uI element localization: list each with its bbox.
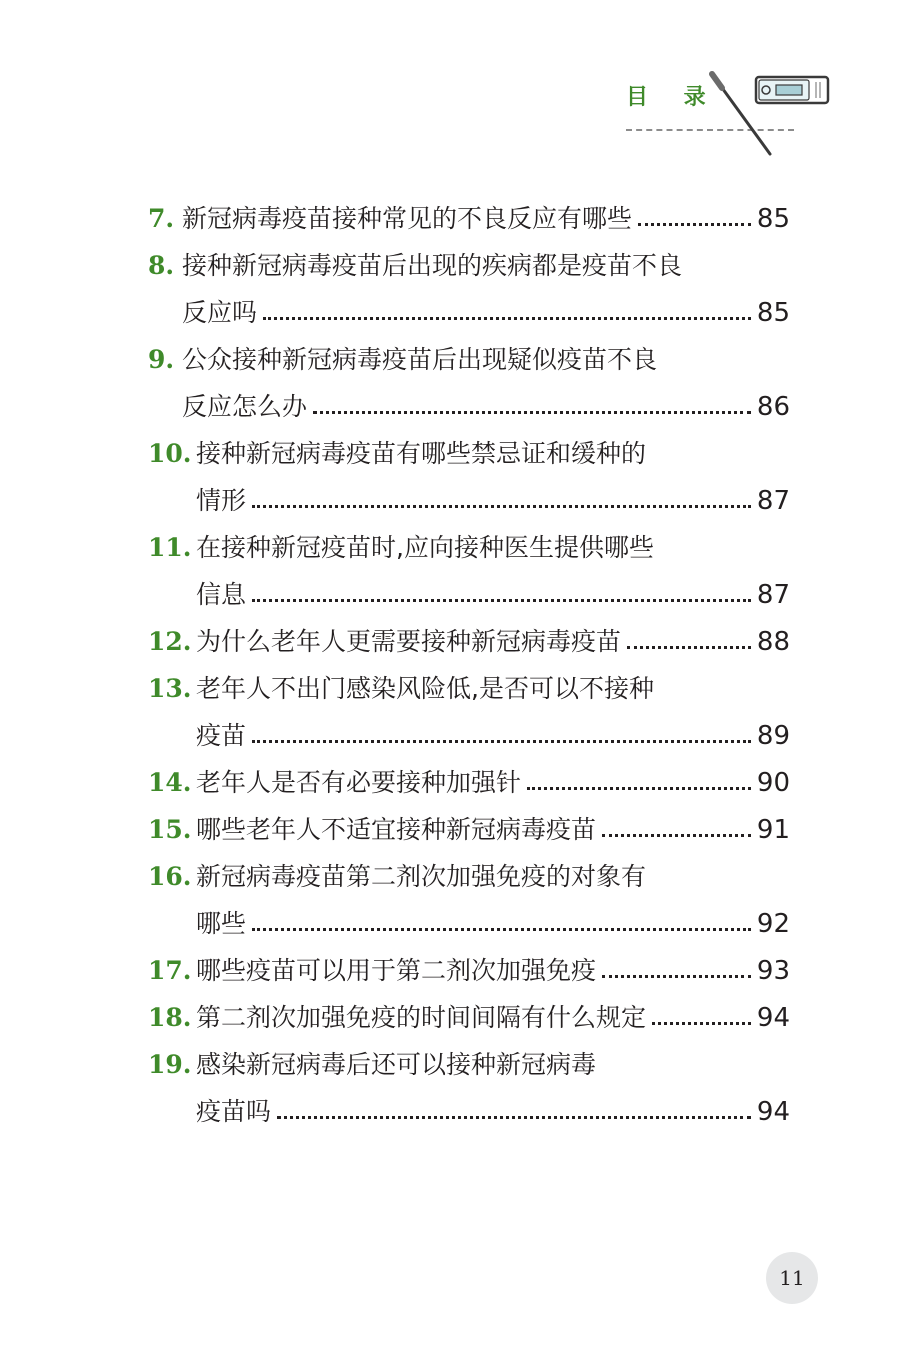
toc-entry-title: 反应怎么办 (182, 392, 308, 421)
toc-entry-title: 感染新冠病毒后还可以接种新冠病毒 (196, 1050, 597, 1079)
toc-entry-page: 90 (756, 768, 790, 798)
header-title: 目 录 (626, 85, 720, 110)
toc-entry-title: 接种新冠病毒疫苗有哪些禁忌证和缓种的 (196, 439, 647, 468)
toc-entry-page: 86 (756, 392, 790, 422)
dot-leader (627, 646, 751, 649)
toc-entry-number: 18. (148, 1003, 192, 1032)
toc-entry-number: 10. (148, 439, 192, 468)
toc-entry-title: 情形 (196, 486, 247, 515)
toc-entry-page: 87 (756, 486, 790, 516)
toc-entry-title: 哪些 (196, 909, 247, 938)
dot-leader (527, 787, 751, 790)
toc-entry-number: 8. (148, 251, 175, 280)
toc-entry-title: 在接种新冠疫苗时,应向接种医生提供哪些 (196, 533, 654, 562)
dot-leader (313, 411, 751, 414)
toc-entry-number: 16. (148, 862, 192, 891)
toc-entry-page: 93 (756, 956, 790, 986)
dot-leader (277, 1116, 751, 1119)
toc-entry-page: 92 (756, 909, 790, 939)
toc-entry-number: 12. (148, 627, 192, 656)
toc-entry-page: 89 (756, 721, 790, 751)
toc-entry-page: 85 (756, 204, 790, 234)
toc-entry-number: 17. (148, 956, 192, 985)
toc-entry-title: 老年人不出门感染风险低,是否可以不接种 (196, 674, 654, 703)
dot-leader (252, 740, 751, 743)
dot-leader (602, 834, 751, 837)
toc-entry-title: 为什么老年人更需要接种新冠病毒疫苗 (196, 627, 622, 656)
toc-entry-page: 88 (756, 627, 790, 657)
toc-entry-title: 哪些老年人不适宜接种新冠病毒疫苗 (196, 815, 597, 844)
toc-entry-title: 新冠病毒疫苗第二剂次加强免疫的对象有 (196, 862, 647, 891)
toc-entry-title: 第二剂次加强免疫的时间间隔有什么规定 (196, 1003, 647, 1032)
toc-entry-number: 13. (148, 674, 192, 703)
toc-entry-title: 疫苗吗 (196, 1097, 272, 1126)
dot-leader (252, 928, 751, 931)
page-number: 11 (766, 1252, 818, 1304)
dot-leader (638, 223, 751, 226)
toc-entry-page: 91 (756, 815, 790, 845)
dot-leader (263, 317, 751, 320)
toc-entry-number: 19. (148, 1050, 192, 1079)
toc-entry-page: 87 (756, 580, 790, 610)
toc-entry-number: 11. (148, 533, 192, 562)
toc-entry-title: 哪些疫苗可以用于第二剂次加强免疫 (196, 956, 597, 985)
toc-entry-number: 7. (148, 204, 175, 233)
toc-entry-page: 85 (756, 298, 790, 328)
toc-entry-title: 反应吗 (182, 298, 258, 327)
toc-entry-number: 14. (148, 768, 192, 797)
toc-entry-number: 15. (148, 815, 192, 844)
dot-leader (252, 505, 751, 508)
toc-entry-number: 9. (148, 345, 175, 374)
toc-entry-title: 公众接种新冠病毒疫苗后出现疑似疫苗不良 (182, 345, 658, 374)
toc-entry-title: 新冠病毒疫苗接种常见的不良反应有哪些 (182, 204, 633, 233)
toc-entry-title: 老年人是否有必要接种加强针 (196, 768, 522, 797)
toc-entry-title: 信息 (196, 580, 247, 609)
dot-leader (252, 599, 751, 602)
toc-entry-title: 疫苗 (196, 721, 247, 750)
dot-leader (602, 975, 751, 978)
toc-entry-page: 94 (756, 1003, 790, 1033)
dot-leader (652, 1022, 751, 1025)
toc-entry-page: 94 (756, 1097, 790, 1127)
toc-entry-title: 接种新冠病毒疫苗后出现的疾病都是疫苗不良 (182, 251, 683, 280)
